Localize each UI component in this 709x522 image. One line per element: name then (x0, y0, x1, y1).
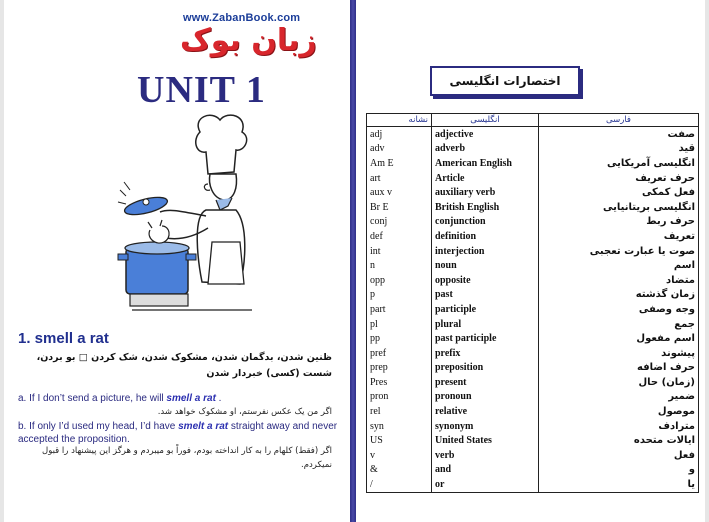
row-english: American English (432, 156, 539, 171)
table-row (367, 346, 699, 361)
example-label: a. (18, 393, 27, 404)
row-english: opposite (432, 273, 539, 288)
table-row (367, 258, 699, 273)
row-abbr: Am E (367, 156, 432, 171)
row-abbr: art (367, 171, 432, 186)
example-a-translation: اگر من یک عکس نفرستم، او مشکوک خواهد شد. (157, 407, 332, 417)
example-idiom: smell a rat (166, 393, 216, 404)
page-edge-right (705, 0, 709, 522)
example-text: If I don’t send a picture, he will (29, 393, 167, 404)
table-row (367, 185, 699, 200)
row-persian: جمع (539, 317, 699, 332)
row-persian: فعل کمکی (539, 185, 699, 200)
example-b (18, 420, 338, 446)
row-abbr: adv (367, 142, 432, 157)
row-persian: قید (539, 142, 699, 157)
header-persian: فارسی (539, 114, 699, 127)
table-row (367, 331, 699, 346)
row-english: synonym (432, 419, 539, 434)
row-english: verb (432, 448, 539, 463)
example-a (18, 392, 338, 405)
example-idiom: smelt a rat (178, 421, 229, 432)
example-text: If only I’d used my head, I’d have (29, 421, 179, 432)
row-abbr: prep (367, 361, 432, 376)
row-persian: انگلیسی آمریکایی (539, 156, 699, 171)
row-english: pronoun (432, 390, 539, 405)
row-persian: پیشوند (539, 346, 699, 361)
table-row (367, 419, 699, 434)
row-abbr: / (367, 477, 432, 492)
row-abbr: pref (367, 346, 432, 361)
row-english: preposition (432, 361, 539, 376)
row-persian: حرف اضافه (539, 361, 699, 376)
row-english: plural (432, 317, 539, 332)
table-row (367, 317, 699, 332)
row-abbr: US (367, 433, 432, 448)
row-english: past (432, 288, 539, 303)
row-persian: وجه وصفی (539, 302, 699, 317)
row-english: and (432, 463, 539, 478)
table-row (367, 477, 699, 492)
row-persian: صفت (539, 127, 699, 142)
example-text-end: . (215, 393, 222, 404)
row-persian: تعریف (539, 229, 699, 244)
row-english: relative (432, 404, 539, 419)
row-persian: و (539, 463, 699, 478)
row-abbr: v (367, 448, 432, 463)
table-row (367, 390, 699, 405)
brand-logo: زبان بوک (180, 23, 317, 58)
chef-illustration (112, 112, 262, 312)
row-abbr: aux v (367, 185, 432, 200)
table-row (367, 404, 699, 419)
row-abbr: Br E (367, 200, 432, 215)
row-abbr: int (367, 244, 432, 259)
row-persian: حرف ربط (539, 215, 699, 230)
table-row (367, 142, 699, 157)
row-english: Article (432, 171, 539, 186)
table-row (367, 448, 699, 463)
table-row (367, 273, 699, 288)
row-persian: فعل (539, 448, 699, 463)
row-abbr: part (367, 302, 432, 317)
idiom-definition-fa: ظنین شدن، بدگمان شدن، مشکوک شدن، شک کردن □ بو بردن، شست (کسی) خبردار شدن (36, 352, 332, 379)
site-url: www.ZabanBook.com (183, 12, 301, 24)
row-english: conjunction (432, 215, 539, 230)
row-persian: موصول (539, 404, 699, 419)
row-abbr: conj (367, 215, 432, 230)
row-abbr: & (367, 463, 432, 478)
row-persian: حرف تعریف (539, 171, 699, 186)
row-english: interjection (432, 244, 539, 259)
row-english: participle (432, 302, 539, 317)
row-english: adjective (432, 127, 539, 142)
table-row (367, 244, 699, 259)
left-page (0, 0, 350, 522)
row-abbr: pron (367, 390, 432, 405)
page-edge-left (0, 0, 4, 522)
table-body (367, 127, 699, 493)
abbreviations-heading: اختصارات انگلیسی (430, 66, 580, 96)
header-abbr: نشانه (367, 114, 432, 127)
row-abbr: n (367, 258, 432, 273)
row-persian: یا (539, 477, 699, 492)
row-english: noun (432, 258, 539, 273)
row-persian: اسم (539, 258, 699, 273)
right-page (356, 0, 709, 522)
table-row (367, 463, 699, 478)
example-label: b. (18, 421, 27, 432)
row-persian: اسم مفعول (539, 331, 699, 346)
row-english: present (432, 375, 539, 390)
table-row (367, 375, 699, 390)
row-persian: زمان گذشته (539, 288, 699, 303)
row-persian: صوت یا عبارت تعجبی (539, 244, 699, 259)
row-abbr: rel (367, 404, 432, 419)
example-text-end: straight away and never accepted the proposition. (18, 421, 338, 445)
row-abbr: def (367, 229, 432, 244)
table-row (367, 215, 699, 230)
table-header-row (367, 114, 699, 127)
row-english: prefix (432, 346, 539, 361)
table-row (367, 288, 699, 303)
row-english: definition (432, 229, 539, 244)
table-row (367, 156, 699, 171)
unit-title: UNIT 1 (137, 69, 266, 111)
row-abbr: opp (367, 273, 432, 288)
table-row (367, 127, 699, 142)
row-abbr: pp (367, 331, 432, 346)
table-row (367, 229, 699, 244)
row-persian: ایالات متحده (539, 433, 699, 448)
row-abbr: p (367, 288, 432, 303)
row-english: British English (432, 200, 539, 215)
row-abbr: adj (367, 127, 432, 142)
header-english: انگلیسی (432, 114, 539, 127)
table-row (367, 361, 699, 376)
row-english: United States (432, 433, 539, 448)
row-persian: ضمیر (539, 390, 699, 405)
table-row (367, 302, 699, 317)
row-abbr: pl (367, 317, 432, 332)
row-abbr: Pres (367, 375, 432, 390)
table-row (367, 433, 699, 448)
abbreviations-table (366, 113, 699, 493)
row-persian: مترادف (539, 419, 699, 434)
row-english: auxiliary verb (432, 185, 539, 200)
row-persian: (زمان) حال (539, 375, 699, 390)
row-persian: انگلیسی بریتانیایی (539, 200, 699, 215)
table-row (367, 171, 699, 186)
row-persian: متضاد (539, 273, 699, 288)
row-english: past participle (432, 331, 539, 346)
row-english: adverb (432, 142, 539, 157)
example-b-translation: اگر (فقط) کلهام را به کار انداخته بودم، فوراً بو میبردم و هرگز این پیشنهاد را قبول نمیکردم. (42, 446, 332, 470)
idiom-title: 1. smell a rat (18, 330, 109, 347)
row-english: or (432, 477, 539, 492)
table-row (367, 200, 699, 215)
row-abbr: syn (367, 419, 432, 434)
